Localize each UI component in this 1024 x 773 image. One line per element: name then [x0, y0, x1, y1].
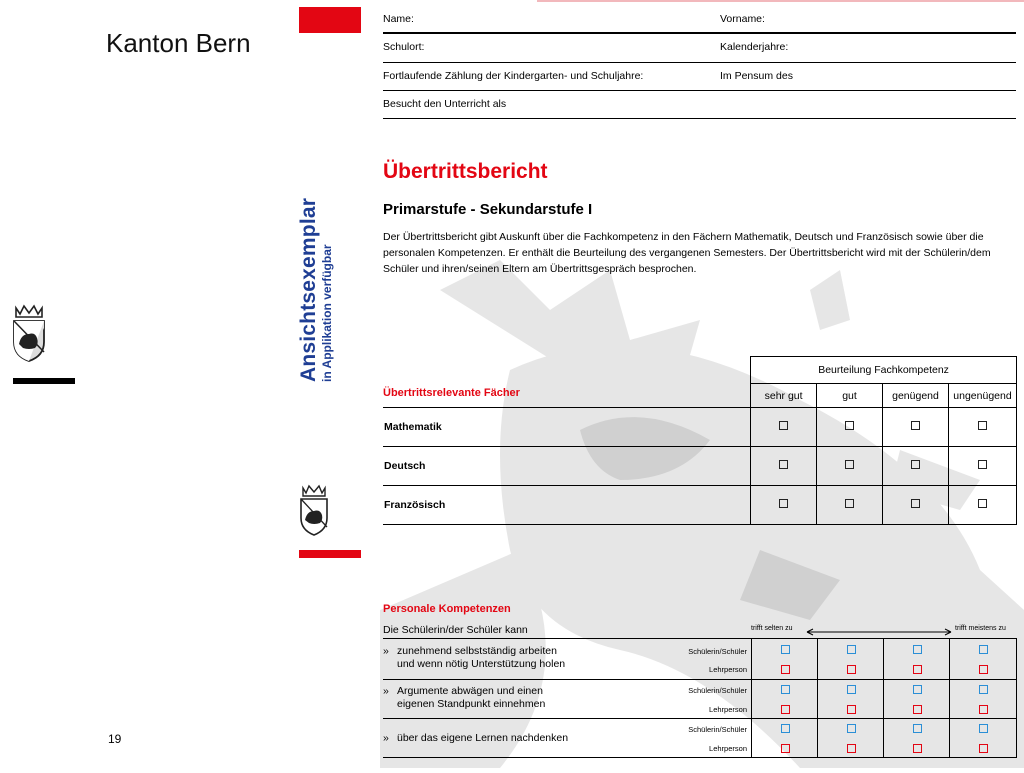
checkbox[interactable]: [779, 499, 788, 508]
item-1-line1: zunehmend selbstständig arbeiten: [397, 645, 557, 657]
col-sehr-gut: sehr gut: [751, 384, 817, 408]
divider-bar: [13, 378, 75, 384]
ansicht-title: Ansichtsexemplar: [297, 197, 320, 382]
student-checkbox[interactable]: [979, 685, 988, 694]
table-row: [383, 408, 1017, 447]
bullet-marker: »: [383, 645, 389, 657]
col-ungenuegend: ungenügend: [948, 384, 1016, 408]
col-gut: gut: [817, 384, 883, 408]
student-checkbox[interactable]: [979, 724, 988, 733]
pk-line-2: [383, 718, 1017, 719]
personale-intro: Die Schülerin/der Schüler kann: [383, 624, 528, 636]
checkbox[interactable]: [911, 421, 920, 430]
subject-franzoesisch: Französisch: [383, 486, 751, 525]
item-2-line2: eigenen Standpunkt einnehmen: [397, 698, 546, 710]
kalenderjahre-label: Kalenderjahre:: [720, 41, 789, 53]
checkbox[interactable]: [978, 460, 987, 469]
role-student: Schülerin/Schüler: [688, 725, 747, 734]
top-red-bar: [299, 7, 361, 33]
bullet-marker: »: [383, 685, 389, 697]
student-checkbox[interactable]: [913, 645, 922, 654]
student-checkbox[interactable]: [913, 685, 922, 694]
teacher-checkbox[interactable]: [847, 665, 856, 674]
pk-col-line: [1016, 638, 1017, 757]
bottom-red-bar: [299, 550, 361, 558]
zaehlung-label: Fortlaufende Zählung der Kindergarten- und Schuljahre:: [383, 70, 644, 82]
pk-col-line: [751, 638, 752, 757]
document-title: Übertrittsbericht: [383, 160, 548, 183]
subject-mathematik: Mathematik: [383, 408, 751, 447]
pk-line-3: [383, 757, 1017, 758]
student-checkbox[interactable]: [913, 724, 922, 733]
teacher-checkbox[interactable]: [781, 665, 790, 674]
teacher-checkbox[interactable]: [913, 744, 922, 753]
table-row: [383, 447, 1017, 486]
student-checkbox[interactable]: [847, 645, 856, 654]
student-checkbox[interactable]: [979, 645, 988, 654]
pk-line-1: [383, 679, 1017, 680]
student-checkbox[interactable]: [781, 645, 790, 654]
vertical-title: [298, 172, 338, 382]
role-teacher: Lehrperson: [709, 705, 747, 714]
teacher-checkbox[interactable]: [781, 744, 790, 753]
slide-title: Kanton Bern: [106, 28, 251, 58]
header-line-4: [383, 118, 1016, 119]
checkbox[interactable]: [845, 499, 854, 508]
header-line-3: [383, 90, 1016, 91]
teacher-checkbox[interactable]: [979, 744, 988, 753]
student-checkbox[interactable]: [781, 724, 790, 733]
document-description: Der Übertrittsbericht gibt Auskunft über die Fachkompetenz in den Fächern Mathematik, Deutsch und Französisch sowie über die personalen Kompetenzen. Er enthält die Beurteilung des vergangenen Semesters. Der Übertrittsbericht wird mit der Schülerin/dem Schüler und ihren/seinen Eltern am Übertrittsgespräch besprochen.: [383, 231, 991, 275]
checkbox[interactable]: [911, 460, 920, 469]
student-checkbox[interactable]: [781, 685, 790, 694]
checkbox[interactable]: [978, 421, 987, 430]
checkbox[interactable]: [779, 421, 788, 430]
vorname-label: Vorname:: [720, 13, 765, 25]
scale-arrow-icon: [805, 624, 953, 642]
beurteilung-header: Beurteilung Fachkompetenz: [751, 357, 1017, 384]
pensum-label: Im Pensum des: [720, 70, 793, 82]
item-1-line2: und wenn nötig Unterstützung holen: [397, 658, 566, 670]
header-line-1: [383, 33, 1016, 34]
pk-col-line: [817, 638, 818, 757]
teacher-checkbox[interactable]: [979, 665, 988, 674]
checkbox[interactable]: [911, 499, 920, 508]
pk-col-line: [883, 638, 884, 757]
checkbox[interactable]: [845, 460, 854, 469]
student-checkbox[interactable]: [847, 685, 856, 694]
document-subtitle: Primarstufe - Sekundarstufe I: [383, 201, 593, 218]
fach-section-title: Übertrittsrelevante Fächer: [383, 387, 520, 399]
subject-deutsch: Deutsch: [383, 447, 751, 486]
scale-left-label: trifft selten zu: [751, 625, 793, 632]
fachkompetenz-table: [383, 356, 1017, 525]
checkbox[interactable]: [978, 499, 987, 508]
bullet-marker: »: [383, 732, 389, 744]
pk-col-line: [949, 638, 950, 757]
checkbox[interactable]: [779, 460, 788, 469]
unterricht-label: Besucht den Unterricht als: [383, 98, 507, 110]
bern-crest-icon: [11, 304, 47, 362]
role-student: Schülerin/Schüler: [688, 686, 747, 695]
personale-section-title: Personale Kompetenzen: [383, 603, 511, 615]
teacher-checkbox[interactable]: [979, 705, 988, 714]
teacher-checkbox[interactable]: [913, 665, 922, 674]
name-label: Name:: [383, 13, 414, 25]
role-teacher: Lehrperson: [709, 665, 747, 674]
scale-right-label: trifft meistens zu: [955, 625, 1006, 632]
table-row: [383, 486, 1017, 525]
pk-line-top: [383, 638, 1017, 639]
header-line-top: [383, 32, 1016, 33]
header-line-2: [383, 62, 1016, 63]
teacher-checkbox[interactable]: [847, 705, 856, 714]
page-number: 19: [108, 732, 122, 746]
top-accent-line: [537, 0, 1024, 2]
teacher-checkbox[interactable]: [913, 705, 922, 714]
checkbox[interactable]: [845, 421, 854, 430]
role-student: Schülerin/Schüler: [688, 647, 747, 656]
student-checkbox[interactable]: [847, 724, 856, 733]
role-teacher: Lehrperson: [709, 744, 747, 753]
bern-crest-small-icon: [298, 484, 330, 536]
item-3-line1: über das eigene Lernen nachdenken: [397, 732, 569, 744]
teacher-checkbox[interactable]: [781, 705, 790, 714]
teacher-checkbox[interactable]: [847, 744, 856, 753]
item-2-line1: Argumente abwägen und einen: [397, 685, 543, 697]
col-genuegend: genügend: [883, 384, 949, 408]
schulort-label: Schulort:: [383, 41, 425, 53]
ansicht-sub: in Applikation verfügbar: [320, 244, 334, 382]
